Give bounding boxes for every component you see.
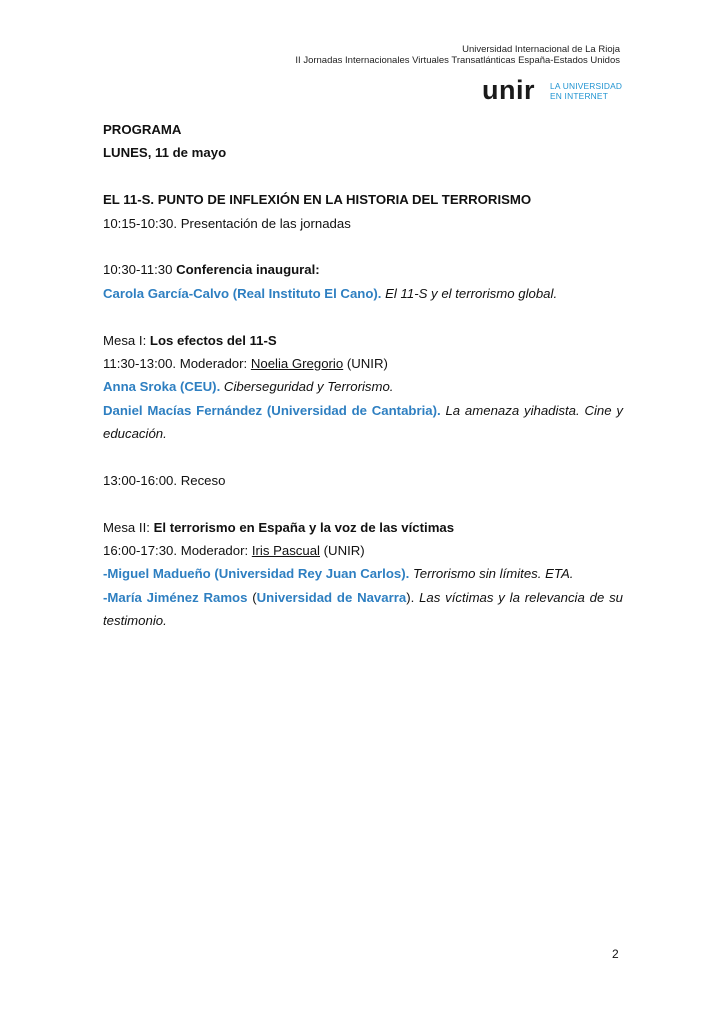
mesa1-time-line [103,352,623,375]
speaker1-talk: Ciberseguridad y Terrorismo. [220,379,394,395]
mesa2-moderator: Iris Pascual [251,543,320,559]
page-header [295,44,620,66]
program-day: LUNES, 11 de mayo [103,145,227,161]
speaker4-open: ( [247,589,257,605]
speaker4-talk: Las víctimas y la relevancia de su testimonio. [103,589,623,629]
mesa2-time-line [103,539,623,562]
header-event: II Jornadas Internacionales Virtuales Transatlánticas España-Estados Unidos [295,55,620,66]
mesa2-moderator-org: (UNIR) [320,543,365,559]
speaker1-line [103,375,623,398]
header-university: Universidad Internacional de La Rioja [462,44,620,55]
mesa1-moderator-org: (UNIR) [343,355,388,371]
presentation-line: 10:15-10:30. Presentación de las jornadas [103,215,351,231]
logo-wordmark: unir [482,75,535,105]
speaker1-name: Anna Sroka (CEU). [103,379,221,395]
conference-speaker-line [103,282,623,305]
speaker4-line [103,586,623,633]
speaker3-talk: Terrorismo sin límites. ETA. [409,566,574,582]
speaker2-name: Daniel Macías Fernández (Universidad de Cantabria). [103,402,441,418]
speaker2-line [103,399,623,446]
logo-tagline [550,81,622,101]
section-heading: EL 11-S. PUNTO DE INFLEXIÓN EN LA HISTORIA DEL TERRORISMO [103,192,532,208]
conference-line [103,258,623,281]
mesa1-heading [103,329,623,352]
mesa2-heading [103,516,623,539]
speaker2-talk: La amenaza yihadista. Cine y educación. [103,402,623,442]
mesa1-moderator: Noelia Gregorio [250,355,344,371]
mesa2-prefix: Mesa II: [103,519,154,535]
program-title: PROGRAMA [103,122,182,137]
speaker3-name: -Miguel Madueño (Universidad Rey Juan Carlos). [103,566,410,582]
speaker4-name: -María Jiménez Ramos [103,589,248,605]
mesa2-time: 16:00-17:30. Moderador: [103,543,252,559]
break-line: 13:00-16:00. Receso [103,472,226,488]
conference-speaker: Carola García-Calvo (Real Instituto El Cano) [103,285,378,301]
mesa1-time: 11:30-13:00. Moderador: [103,355,251,371]
mesa1-title: Los efectos del 11-S [149,332,277,348]
conference-talk: El 11-S y el terrorismo global. [385,285,558,301]
conference-label: Conferencia inaugural: [176,262,320,278]
program-content [103,118,623,633]
conference-separator: . [377,285,386,301]
logo-tagline-1: LA UNIVERSIDAD [550,81,623,91]
page-number: 2 [612,947,619,961]
speaker4-close: ). [406,589,420,605]
unir-logo [482,76,632,104]
conference-time: 10:30-11:30 [103,262,177,278]
speaker3-line [103,562,623,585]
mesa1-prefix: Mesa I: [103,332,150,348]
mesa2-title: El terrorismo en España y la voz de las víctimas [153,519,455,535]
speaker4-org: Universidad de Navarra [256,589,407,605]
logo-tagline-2: EN INTERNET [550,91,609,101]
